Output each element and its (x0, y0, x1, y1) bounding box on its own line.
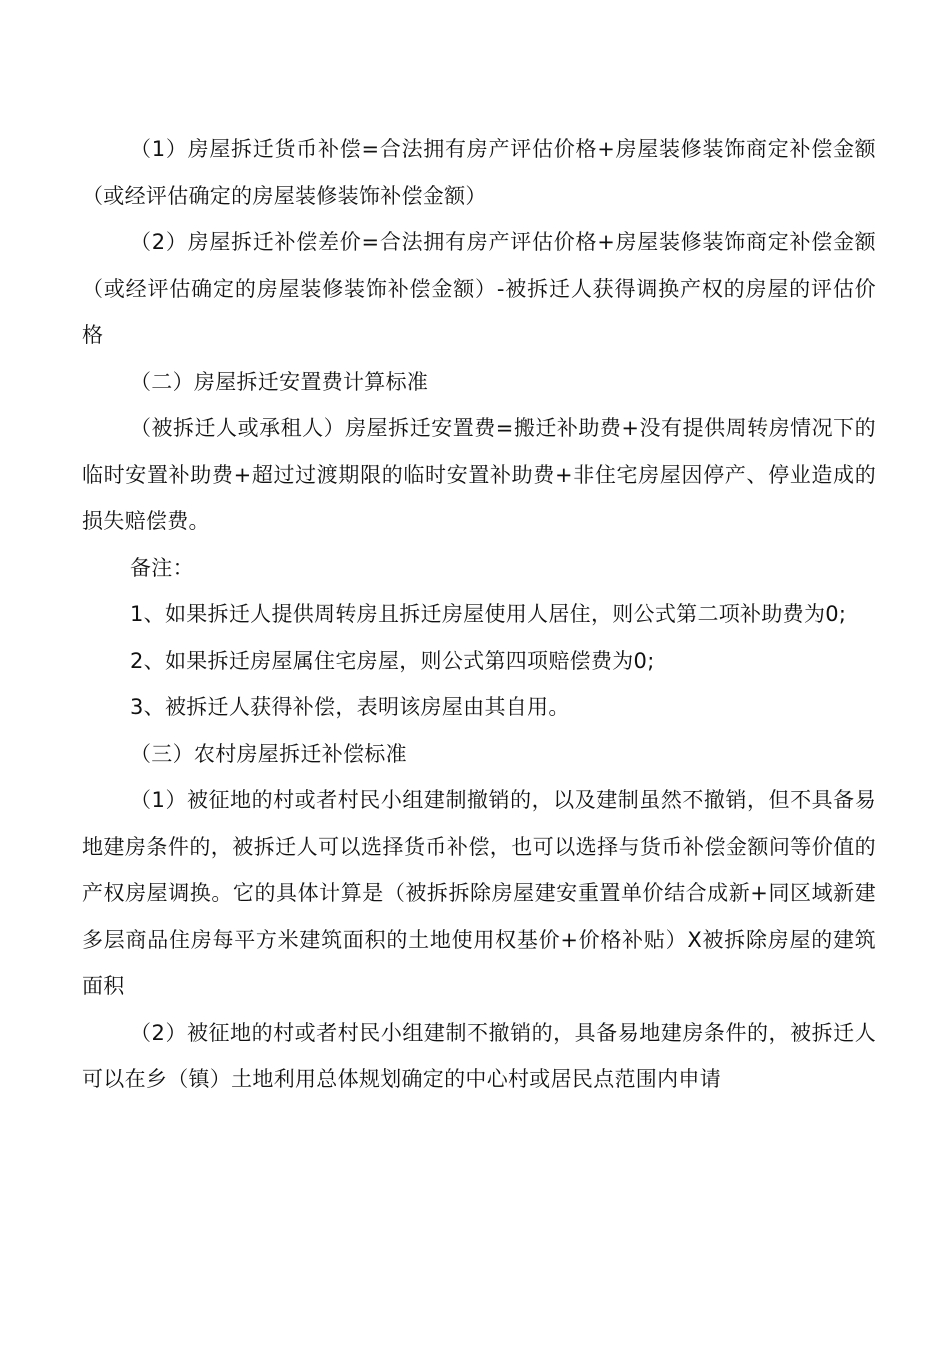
paragraph-relocation-fee-formula: （被拆迁人或承租人）房屋拆迁安置费=搬迁补助费+没有提供周转房情况下的临时安置补助费+超过过渡期限的临时安置补助费+非住宅房屋因停产、停业造成的损失赔偿费。 (82, 416, 876, 533)
section-heading-rural-compensation: （三）农村房屋拆迁补偿标准 (130, 741, 407, 766)
notes-heading: 备注： (130, 555, 194, 580)
paragraph-monetary-compensation: （1）房屋拆迁货币补偿=合法拥有房产评估价格+房屋装修装饰商定补偿金额（或经评估确定的房屋装修装饰补偿金额） (82, 137, 876, 208)
note-item-2: 2、如果拆迁房屋属住宅房屋，则公式第四项赔偿费为0; (130, 648, 655, 673)
note-item-3: 3、被拆迁人获得补偿，表明该房屋由其自用。 (130, 695, 570, 719)
paragraph-rural-item-1: （1）被征地的村或者村民小组建制撤销的，以及建制虽然不撤销，但不具备易地建房条件的，被拆迁人可以选择货币补偿，也可以选择与货币补偿金额问等价值的产权房屋调换。它的具体计算是（被拆拆除房屋建安重置单价结合成新+同区域新建多层商品住房每平方米建筑面积的土地使用权基价+价格补贴）X被拆除房屋的建筑面积 (82, 788, 876, 998)
section-heading-relocation-fee: （二）房屋拆迁安置费计算标准 (130, 369, 429, 394)
paragraph-compensation-difference: （2）房屋拆迁补偿差价=合法拥有房产评估价格+房屋装修装饰商定补偿金额（或经评估确定的房屋装修装饰补偿金额）-被拆迁人获得调换产权的房屋的评估价格 (82, 230, 876, 347)
note-item-1: 1、如果拆迁人提供周转房且拆迁房屋使用人居住，则公式第二项补助费为0; (130, 602, 847, 626)
paragraph-rural-item-2: （2）被征地的村或者村民小组建制不撤销的，具备易地建房条件的，被拆迁人可以在乡（镇）土地利用总体规划确定的中心村或居民点范围内申请 (82, 1020, 876, 1091)
document-body (82, 126, 876, 1103)
